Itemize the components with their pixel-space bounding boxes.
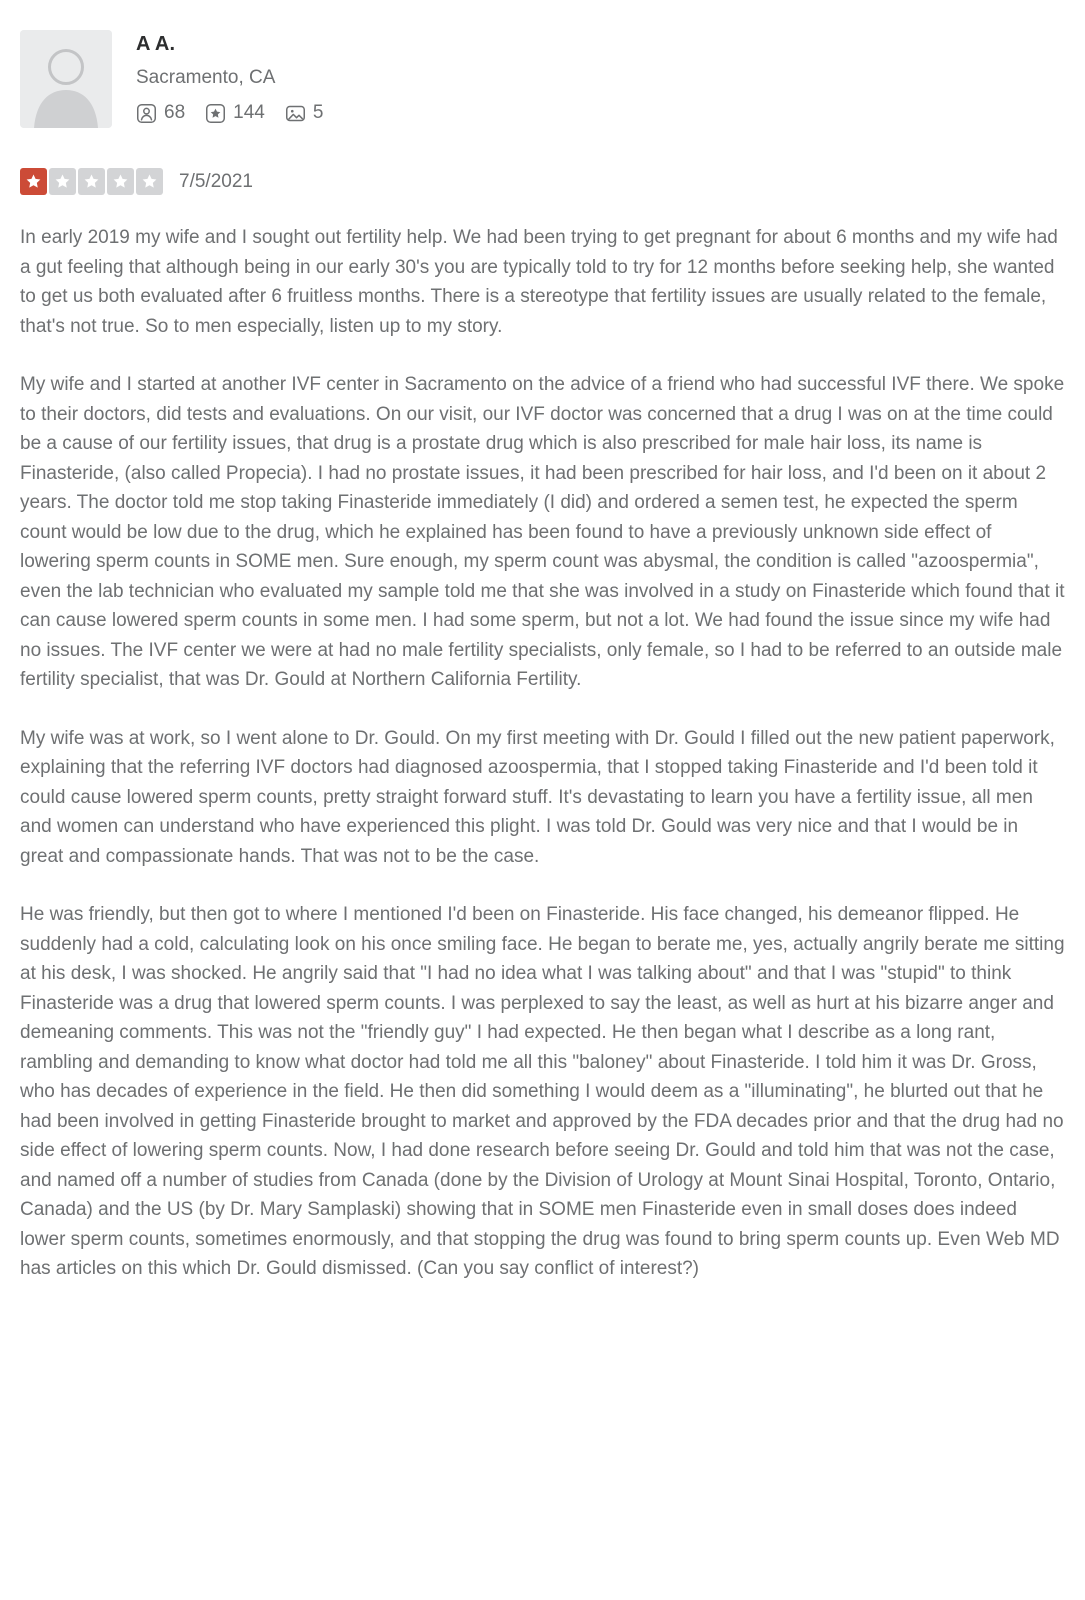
review-paragraph: In early 2019 my wife and I sought out fertility help. We had been trying to get pregnant for about 6 months and my wife had a gut feeling that although being in our early 30's you are typically told to try for 12 months before seeking help, she wanted to get us both evaluated after 6 fruitless months. There is a stereotype that fertility issues are usually related to the female, that's not true. So to men especially, listen up to my story. xyxy=(20,227,1058,337)
reviews-count: 144 xyxy=(233,102,265,123)
review-paragraph: My wife was at work, so I went alone to Dr. Gould. On my first meeting with Dr. Gould I filled out the new patient paperwork, explaining that the referring IVF doctors had diagnosed azoospermia, that I stopped taking Finasteride and I'd been told it could cause lowered sperm counts, pretty straight forward stuff. It's devastating to learn you have a fertility issue, all men and women can understand who have experienced this plight. I was told Dr. Gould was very nice and that I would be in great and compassionate hands. That was not to be the case. xyxy=(20,727,1055,867)
rating-row xyxy=(20,168,1065,195)
star-icon xyxy=(107,168,134,195)
star-icon xyxy=(20,168,47,195)
avatar[interactable] xyxy=(20,30,112,128)
review-body xyxy=(20,223,1065,1284)
user-stats xyxy=(136,102,323,124)
review-star-icon xyxy=(205,103,226,124)
star-icon xyxy=(49,168,76,195)
photos-count: 5 xyxy=(312,102,324,123)
user-info xyxy=(136,30,323,128)
star-icon xyxy=(136,168,163,195)
review-date: 7/5/2021 xyxy=(179,170,253,192)
user-name[interactable]: A A. xyxy=(136,33,176,55)
review-paragraph: He was friendly, but then got to where I mentioned I'd been on Finasteride. His face changed, his demeanor flipped. He suddenly had a cold, calculating look on his once smiling face. He began to berate me, yes, actually angrily berate me sitting at his desk, I was shocked. He angrily said that "I had no idea what I was talking about" and that I was "stupid" to think Finasteride was a drug that lowered sperm counts. I was perplexed to say the least, as well as hurt at his bizarre anger and demeaning comments. This was not the "friendly guy" I had expected. He then began what I describe as a long rant, rambling and demanding to know what doctor had told me all this "baloney" about Finasteride. I told him it was Dr. Gross, who has decades of experience in the field. He then did something I would deem as a "illuminating", he blurted out that he had been involved in getting Finasteride brought to market and approved by the FDA decades prior and that the drug had no side effect of lowering sperm counts. Now, I had done research before seeing Dr. Gould and told him that was not the case, and named off a number of studies from Canada (done by the Division of Urology at Mount Sinai Hospital, Toronto, Ontario, Canada) and the US (by Dr. Mary Samplaski) showing that in SOME men Finasteride even in small doses does indeed lower sperm counts, sometimes enormously, and that stopping the drug was found to bring sperm counts up. Even Web MD has articles on this which Dr. Gould dismissed. (Can you say conflict of interest?) xyxy=(20,904,1065,1279)
friends-icon xyxy=(136,103,157,124)
user-location: Sacramento, CA xyxy=(136,67,276,88)
friends-stat xyxy=(136,102,185,124)
photos-icon xyxy=(285,103,306,124)
star-rating xyxy=(20,168,163,195)
photos-stat xyxy=(285,102,324,124)
star-icon xyxy=(78,168,105,195)
user-header xyxy=(20,30,1065,128)
review-paragraph: My wife and I started at another IVF center in Sacramento on the advice of a friend who had successful IVF there. We spoke to their doctors, did tests and evaluations. On our visit, our IVF doctor was concerned that a drug I was on at the time could be a cause of our fertility issues, that drug is a prostate drug which is also prescribed for male hair loss, its name is Finasteride, (also called Propecia). I had no prostate issues, it had been prescribed for hair loss, and I'd been on it about 2 years. The doctor told me stop taking Finasteride immediately (I did) and ordered a semen test, he expected the sperm count would be low due to the drug, which he explained has been found to have a previously unknown side effect of lowering sperm counts in SOME men. Sure enough, my sperm count was abysmal, the condition is called "azoospermia", even the lab technician who evaluated my sample told me that she was involved in a study on Finasteride which found that it can cause lowered sperm counts in some men. I had some sperm, but not a lot. We had found the issue since my wife had no issues. The IVF center we were at had no male fertility specialists, only female, so I had to be referred to an outside male fertility specialist, that was Dr. Gould at Northern California Fertility. xyxy=(20,374,1065,690)
friends-count: 68 xyxy=(164,102,186,123)
reviews-stat xyxy=(205,102,265,124)
